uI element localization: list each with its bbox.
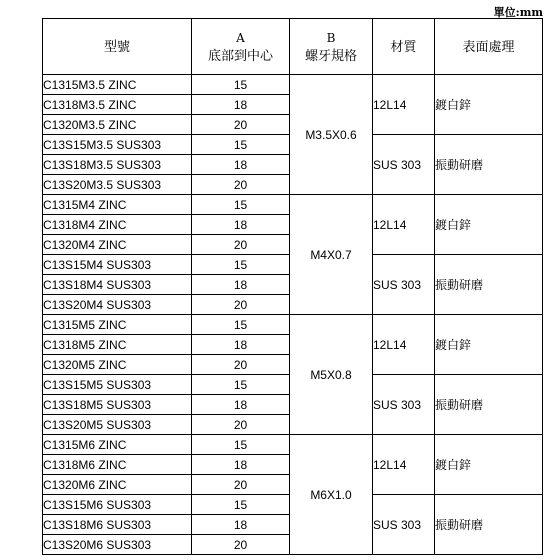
surface-cell: 鍍白鋅 [435,195,543,255]
header-b [290,19,373,75]
header-a-text: 底部到中心 [207,47,273,63]
model-cell: C13S20M4 SUS303 [43,295,192,315]
a-value-cell: 15 [192,255,290,275]
a-value-cell: 15 [192,75,290,95]
a-value-cell: 20 [192,355,290,375]
model-cell: C13S15M3.5 SUS303 [43,135,192,155]
surface-cell: 振動研磨 [435,135,543,195]
a-value-cell: 20 [192,535,290,555]
header-b-letter: B [326,30,336,45]
model-cell: C13S18M3.5 SUS303 [43,155,192,175]
model-cell: C1315M5 ZINC [43,315,192,335]
model-cell: C1315M6 ZINC [43,435,192,455]
model-cell: C1318M3.5 ZINC [43,95,192,115]
header-b-text: 螺牙規格 [304,47,357,63]
model-cell: C13S20M3.5 SUS303 [43,175,192,195]
a-value-cell: 15 [192,315,290,335]
a-value-cell: 18 [192,95,290,115]
a-value-cell: 15 [192,495,290,515]
surface-cell: 振動研磨 [435,375,543,435]
material-cell: SUS 303 [373,375,435,435]
a-value-cell: 15 [192,435,290,455]
a-value-cell: 15 [192,375,290,395]
model-cell: C1320M4 ZINC [43,235,192,255]
model-cell: C13S15M5 SUS303 [43,375,192,395]
thread-spec-cell: M5X0.8 [290,315,373,435]
a-value-cell: 18 [192,155,290,175]
material-cell: 12L14 [373,315,435,375]
material-cell: SUS 303 [373,495,435,555]
model-cell: C13S18M5 SUS303 [43,395,192,415]
thread-spec-cell: M6X1.0 [290,435,373,555]
header-row [43,19,543,75]
model-cell: C13S20M5 SUS303 [43,415,192,435]
header-model: 型號 [43,19,192,75]
model-cell: C13S18M6 SUS303 [43,515,192,535]
spec-table [42,18,543,555]
material-cell: 12L14 [373,195,435,255]
material-cell: 12L14 [373,435,435,495]
header-surface: 表面處理 [435,19,543,75]
model-cell: C1320M5 ZINC [43,355,192,375]
surface-cell: 鍍白鋅 [435,435,543,495]
surface-cell: 鍍白鋅 [435,75,543,135]
a-value-cell: 20 [192,175,290,195]
a-value-cell: 20 [192,475,290,495]
a-value-cell: 18 [192,455,290,475]
a-value-cell: 20 [192,235,290,255]
table-row [43,435,543,455]
model-cell: C13S20M6 SUS303 [43,535,192,555]
surface-cell: 鍍白鋅 [435,315,543,375]
header-a [192,19,290,75]
a-value-cell: 18 [192,335,290,355]
table-row [43,315,543,335]
model-cell: C1318M4 ZINC [43,215,192,235]
a-value-cell: 18 [192,275,290,295]
a-value-cell: 18 [192,515,290,535]
a-value-cell: 18 [192,215,290,235]
model-cell: C1318M6 ZINC [43,455,192,475]
a-value-cell: 20 [192,415,290,435]
surface-cell: 振動研磨 [435,255,543,315]
material-cell: SUS 303 [373,255,435,315]
a-value-cell: 20 [192,295,290,315]
model-cell: C13S15M6 SUS303 [43,495,192,515]
material-cell: SUS 303 [373,135,435,195]
model-cell: C13S15M4 SUS303 [43,255,192,275]
thread-spec-cell: M3.5X0.6 [290,75,373,195]
a-value-cell: 15 [192,135,290,155]
model-cell: C1318M5 ZINC [43,335,192,355]
model-cell: C13S18M4 SUS303 [43,275,192,295]
unit-label: 單位:mm [493,6,543,19]
header-material: 材質 [373,19,435,75]
thread-spec-cell: M4X0.7 [290,195,373,315]
table-row [43,195,543,215]
header-a-letter: A [236,30,245,45]
model-cell: C1320M6 ZINC [43,475,192,495]
a-value-cell: 18 [192,395,290,415]
table-row [43,75,543,95]
table-body [43,75,543,555]
model-cell: C1320M3.5 ZINC [43,115,192,135]
model-cell: C1315M4 ZINC [43,195,192,215]
surface-cell: 振動研磨 [435,495,543,555]
a-value-cell: 15 [192,195,290,215]
a-value-cell: 20 [192,115,290,135]
model-cell: C1315M3.5 ZINC [43,75,192,95]
material-cell: 12L14 [373,75,435,135]
